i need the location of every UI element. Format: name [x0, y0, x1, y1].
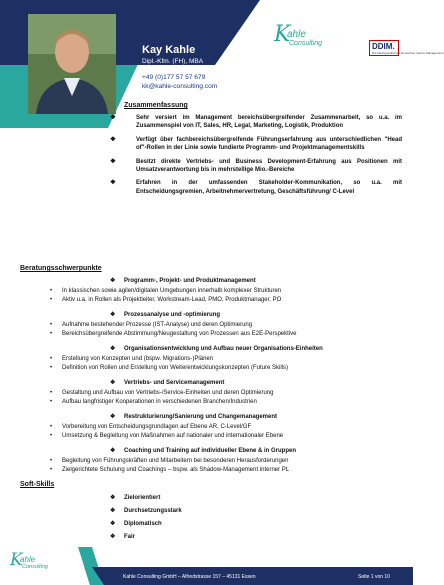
footer-logo-k: K [10, 550, 23, 570]
beratung-heading: Beratungsschwerpunkte [20, 265, 102, 272]
email-link[interactable]: kk@kahle-consulting.com [142, 83, 218, 90]
beratung-bullet: • Bereichsübergreifende Abstimmung/Neugestaltung von Prozessen aus E2E-Perspektive [50, 331, 297, 337]
logo-k: K [274, 22, 291, 47]
beratung-group-title: ❖ Restrukturierung/Sanierung und Changemanagement [110, 414, 278, 420]
ddim-subtitle: Die Dachgesellschaft Deutsches Interim Management [372, 51, 444, 55]
person-name: Kay Kahle [142, 44, 196, 56]
diamond-bullet-icon: ❖ [110, 179, 116, 187]
beratung-bullet: • Aktiv u.a. in Rollen als Projektleiter, Workstream-Lead, PMO, Produktmanager, PO [50, 297, 282, 303]
diamond-bullet-icon: ❖ [110, 495, 116, 501]
footer-logo [10, 552, 70, 578]
person-title: Dipl.-Kfm. (FH), MBA [142, 58, 204, 65]
beratung-bullet: • In klassischen sowie agilen/digitalen Umgebungen innerhalb komplexer Strukturen [50, 288, 282, 294]
diamond-bullet-icon: ❖ [110, 521, 116, 527]
summary-list [110, 114, 402, 201]
diamond-bullet-icon: ❖ [110, 448, 116, 454]
summary-item: ❖ Besitzt direkte Vertriebs- und Business Development-Erfahrung aus Positionen mit Umsatzverantwortung bis in mehrstellige Mio.-Bereiche [110, 157, 402, 174]
beratung-bullet: • Zielgerichtete Schulung und Coachings – bspw. als Shadow-Management interner PL [50, 467, 290, 473]
dot-bullet-icon: • [50, 288, 53, 294]
diamond-bullet-icon: ❖ [110, 380, 116, 386]
beratung-bullet: • Aufnahme bestehender Prozesse (IST-Analyse) und deren Optimierung [50, 322, 253, 328]
contact-block [142, 73, 217, 91]
header-graphic [0, 0, 413, 128]
footer-logo-consulting: Consulting [22, 564, 48, 570]
diamond-bullet-icon: ❖ [110, 157, 116, 165]
logo-ahle: ahle [287, 29, 306, 40]
beratung-bullet: • Begleitung von Führungskräften und Mitarbeitern bei besonderen Herausforderungen [50, 458, 289, 464]
kahle-consulting-logo [274, 22, 364, 54]
diamond-bullet-icon: ❖ [110, 414, 116, 420]
diamond-bullet-icon: ❖ [110, 508, 116, 514]
logo-consulting: Consulting [289, 40, 323, 47]
soft-skill-item: ❖ Diplomatisch [110, 521, 162, 527]
footer [0, 547, 413, 585]
beratung-bullet: • Definition von Rollen und Erstellung von Weiterentwicklungskonzepten (Future Skills) [50, 365, 289, 371]
beratung-group-title: ❖ Prozessanalyse und -optimierung [110, 312, 221, 318]
footer-address: Kahle Consulting GmbH – Alfredstrasse 157 – 45131 Essen [123, 574, 256, 580]
beratung-bullet: • Aufbau langfristiger Kooperationen in verschiedenen Branchen/Industrien [50, 399, 257, 405]
summary-item: ❖ Verfügt über fachbereichsübergreifende Führungserfahrung aus unterschiedlichen "Head of"-Rollen in der Linie sowie fundierte Programm- und Projektmanagementskills [110, 135, 402, 152]
page-number: Seite 1 von 10 [358, 574, 390, 580]
dot-bullet-icon: • [50, 331, 53, 337]
diamond-bullet-icon: ❖ [110, 346, 116, 352]
dot-bullet-icon: • [50, 356, 53, 362]
beratung-bullet: • Erstellung von Konzepten und (bspw. Migrations-)Plänen [50, 356, 214, 362]
dot-bullet-icon: • [50, 433, 53, 439]
beratung-bullet: • Vorbereitung von Entscheidungsgrundlagen auf Ebene AR, C-Level/GF [50, 424, 252, 430]
diamond-bullet-icon: ❖ [110, 114, 116, 121]
summary-item: ❖ Sehr versiert im Management bereichsübergreifender Zusammenarbeit, so u.a. im Zusammenspiel von IT, Sales, HR, Legal, Marketing, Logistik, Produktion [110, 114, 402, 130]
footer-logo-ahle: ahle [20, 555, 36, 564]
diamond-bullet-icon: ❖ [110, 312, 116, 318]
beratung-bullet: • Gestaltung und Aufbau von Vertriebs-/Service-Einheiten und deren Optimierung [50, 390, 274, 396]
summary-heading: Zusammenfassung [124, 102, 188, 109]
diamond-bullet-icon: ❖ [110, 278, 116, 284]
soft-skills-heading: Soft-Skills [20, 481, 55, 488]
header [0, 0, 444, 128]
dot-bullet-icon: • [50, 297, 53, 303]
dot-bullet-icon: • [50, 399, 53, 405]
diamond-bullet-icon: ❖ [110, 135, 116, 143]
dot-bullet-icon: • [50, 424, 53, 430]
dot-bullet-icon: • [50, 390, 53, 396]
soft-skill-item: ❖ Zielorientiert [110, 495, 161, 501]
dot-bullet-icon: • [50, 365, 53, 371]
beratung-group-title: ❖ Vertriebs- und Servicemanagement [110, 380, 225, 386]
ddim-logo [369, 40, 444, 56]
profile-photo [28, 14, 116, 114]
beratung-group-title: ❖ Coaching und Training auf individueller Ebene & in Gruppen [110, 448, 297, 454]
dot-bullet-icon: • [50, 467, 53, 473]
summary-item: ❖ Erfahren in der umfassenden Stakeholder-Kommunikation, so u.a. mit Entscheidungsgremien, Arbeitnehmervertretung, Geschäftsführung/ C-Level [110, 179, 402, 195]
soft-skill-item: ❖ Fair [110, 534, 136, 540]
diamond-bullet-icon: ❖ [110, 534, 116, 540]
dot-bullet-icon: • [50, 322, 53, 328]
beratung-group-title: ❖ Organisationsentwicklung und Aufbau neuer Organisations-Einheiten [110, 346, 323, 352]
phone-number[interactable]: +49 (0)177 57 57 679 [142, 74, 206, 81]
ddim-text: DDIM. [372, 42, 395, 51]
beratung-bullet: • Umsetzung & Begleitung von Maßnahmen auf nationaler und internationaler Ebene [50, 433, 284, 439]
soft-skill-item: ❖ Durchsetzungsstark [110, 508, 182, 514]
dot-bullet-icon: • [50, 458, 53, 464]
beratung-group-title: ❖ Programm-, Projekt- und Produktmanagement [110, 278, 256, 284]
